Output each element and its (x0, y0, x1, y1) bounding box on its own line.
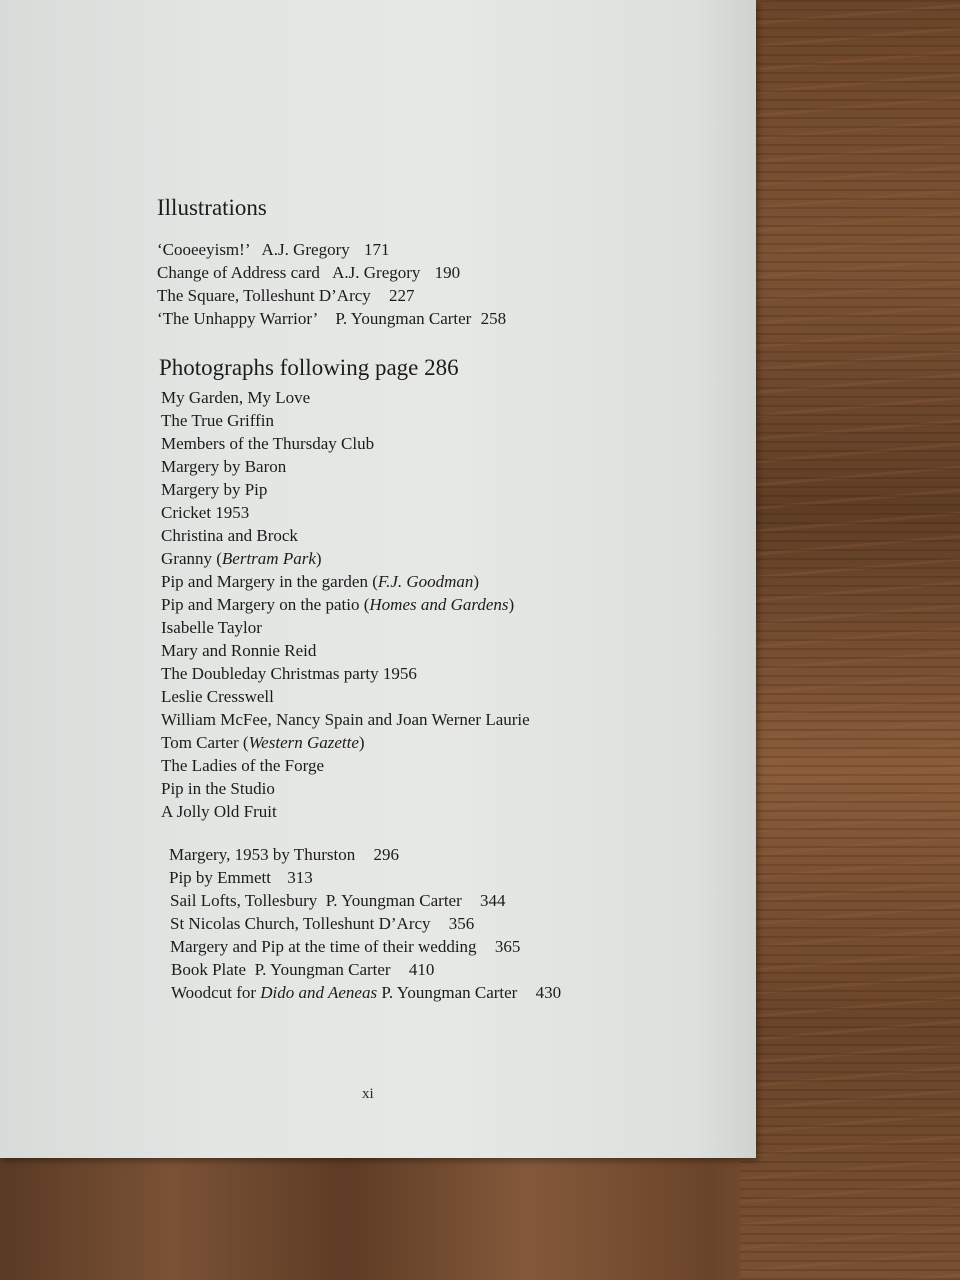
photo-title: Margery by Pip (161, 480, 268, 499)
list-item (157, 708, 717, 731)
wooden-table-background (740, 0, 960, 1280)
photo-title: Members of the Thursday Club (161, 434, 375, 453)
illustration-credit: A.J. Gregory (332, 263, 421, 282)
photographs-heading: Photographs following page 286 (159, 355, 459, 380)
photo-title: Mary and Ronnie Reid (161, 641, 317, 660)
list-item: Tom Carter (Western Gazette) (161, 733, 365, 752)
list-item (157, 501, 717, 524)
plates-list (157, 843, 717, 1004)
list-item (157, 800, 717, 823)
list-item (157, 284, 717, 307)
photo-title: The True Griffin (161, 411, 275, 430)
photo-credit: Bertram Park (221, 549, 316, 568)
plate-page: 365 (494, 937, 521, 956)
illustration-credit: P. Youngman Carter (335, 309, 472, 328)
illustration-page: 190 (434, 263, 461, 282)
illustrations-list (157, 238, 717, 330)
page-number: xi (362, 1086, 374, 1102)
list-item (157, 307, 717, 330)
list-item (157, 981, 717, 1004)
list-item (157, 958, 717, 981)
list-item (157, 524, 717, 547)
illustration-title: Change of Address card (157, 263, 320, 282)
illustration-credit: A.J. Gregory (261, 240, 350, 259)
photo-title: Granny (161, 549, 212, 568)
plate-title-prefix: Woodcut for (171, 983, 261, 1002)
list-item (157, 889, 717, 912)
photo-title: Pip and Margery in the garden (161, 572, 368, 591)
plate-page: 296 (373, 845, 399, 864)
list-item (157, 616, 717, 639)
list-item (157, 238, 717, 261)
list-item (157, 662, 717, 685)
photo-title: Isabelle Taylor (161, 618, 262, 637)
list-item (157, 935, 717, 958)
list-item (157, 754, 717, 777)
photo-title: The Doubleday Christmas party 1956 (161, 664, 417, 683)
photo-title: Tom Carter (161, 733, 239, 752)
illustration-title: ‘Cooeeyism!’ (157, 240, 250, 259)
plate-title: Margery, 1953 by Thurston (169, 845, 356, 864)
list-item (157, 478, 717, 501)
photographs-list (157, 386, 717, 823)
plate-title: St Nicolas Church, Tolleshunt D’Arcy (170, 914, 431, 933)
list-item (157, 455, 717, 478)
plate-page: 430 (535, 983, 562, 1002)
list-item (157, 777, 717, 800)
illustration-title: ‘The Unhappy Warrior’ (157, 309, 318, 328)
photo-credit: F.J. Goodman (377, 572, 474, 591)
plate-page: 410 (408, 960, 435, 979)
list-item (157, 639, 717, 662)
list-item: Pip and Margery on the patio (Homes and Gardens) (161, 595, 515, 614)
list-item: Pip and Margery in the garden (F.J. Goodman) (161, 572, 480, 591)
photo-title: The Ladies of the Forge (161, 756, 325, 775)
illustration-title: The Square, Tolleshunt D’Arcy (157, 286, 371, 305)
photo-title: Pip and Margery on the patio (161, 595, 360, 614)
photo-title: Christina and Brock (161, 526, 298, 545)
illustrations-heading: Illustrations (157, 195, 267, 220)
list-item (157, 386, 717, 409)
photo-title: Leslie Cresswell (161, 687, 274, 706)
photo-credit: Western Gazette (248, 733, 359, 752)
list-item (157, 261, 717, 284)
plate-title-suffix: P. Youngman Carter (377, 983, 518, 1002)
photo-credit: Homes and Gardens (369, 595, 509, 614)
illustration-page: 258 (480, 309, 507, 328)
plate-title: Margery and Pip at the time of their wedding (170, 937, 477, 956)
plate-page: 356 (448, 914, 475, 933)
illustration-page: 227 (389, 286, 415, 305)
photo-title: A Jolly Old Fruit (161, 802, 277, 821)
list-item (157, 912, 717, 935)
photo-title: Pip in the Studio (161, 779, 275, 798)
plate-title: Sail Lofts, Tollesbury P. Youngman Carter (170, 891, 462, 910)
list-item: Granny (Bertram Park) (161, 549, 322, 568)
list-item (157, 409, 717, 432)
photo-title: Cricket 1953 (161, 503, 250, 522)
photo-title: William McFee, Nancy Spain and Joan Werner Laurie (161, 710, 530, 729)
list-item (157, 866, 717, 889)
plate-page: 313 (287, 868, 313, 887)
illustrations-list-page (157, 192, 717, 1004)
photo-title: My Garden, My Love (161, 388, 311, 407)
plate-page: 344 (480, 891, 506, 910)
list-item (157, 432, 717, 455)
list-item (157, 685, 717, 708)
illustration-page: 171 (364, 240, 390, 259)
plate-title: Pip by Emmett (169, 868, 271, 887)
list-item (157, 843, 717, 866)
plate-title-italic: Dido and Aeneas (260, 983, 378, 1002)
photo-title: Margery by Baron (161, 457, 287, 476)
plate-title: Book Plate P. Youngman Carter (171, 960, 391, 979)
